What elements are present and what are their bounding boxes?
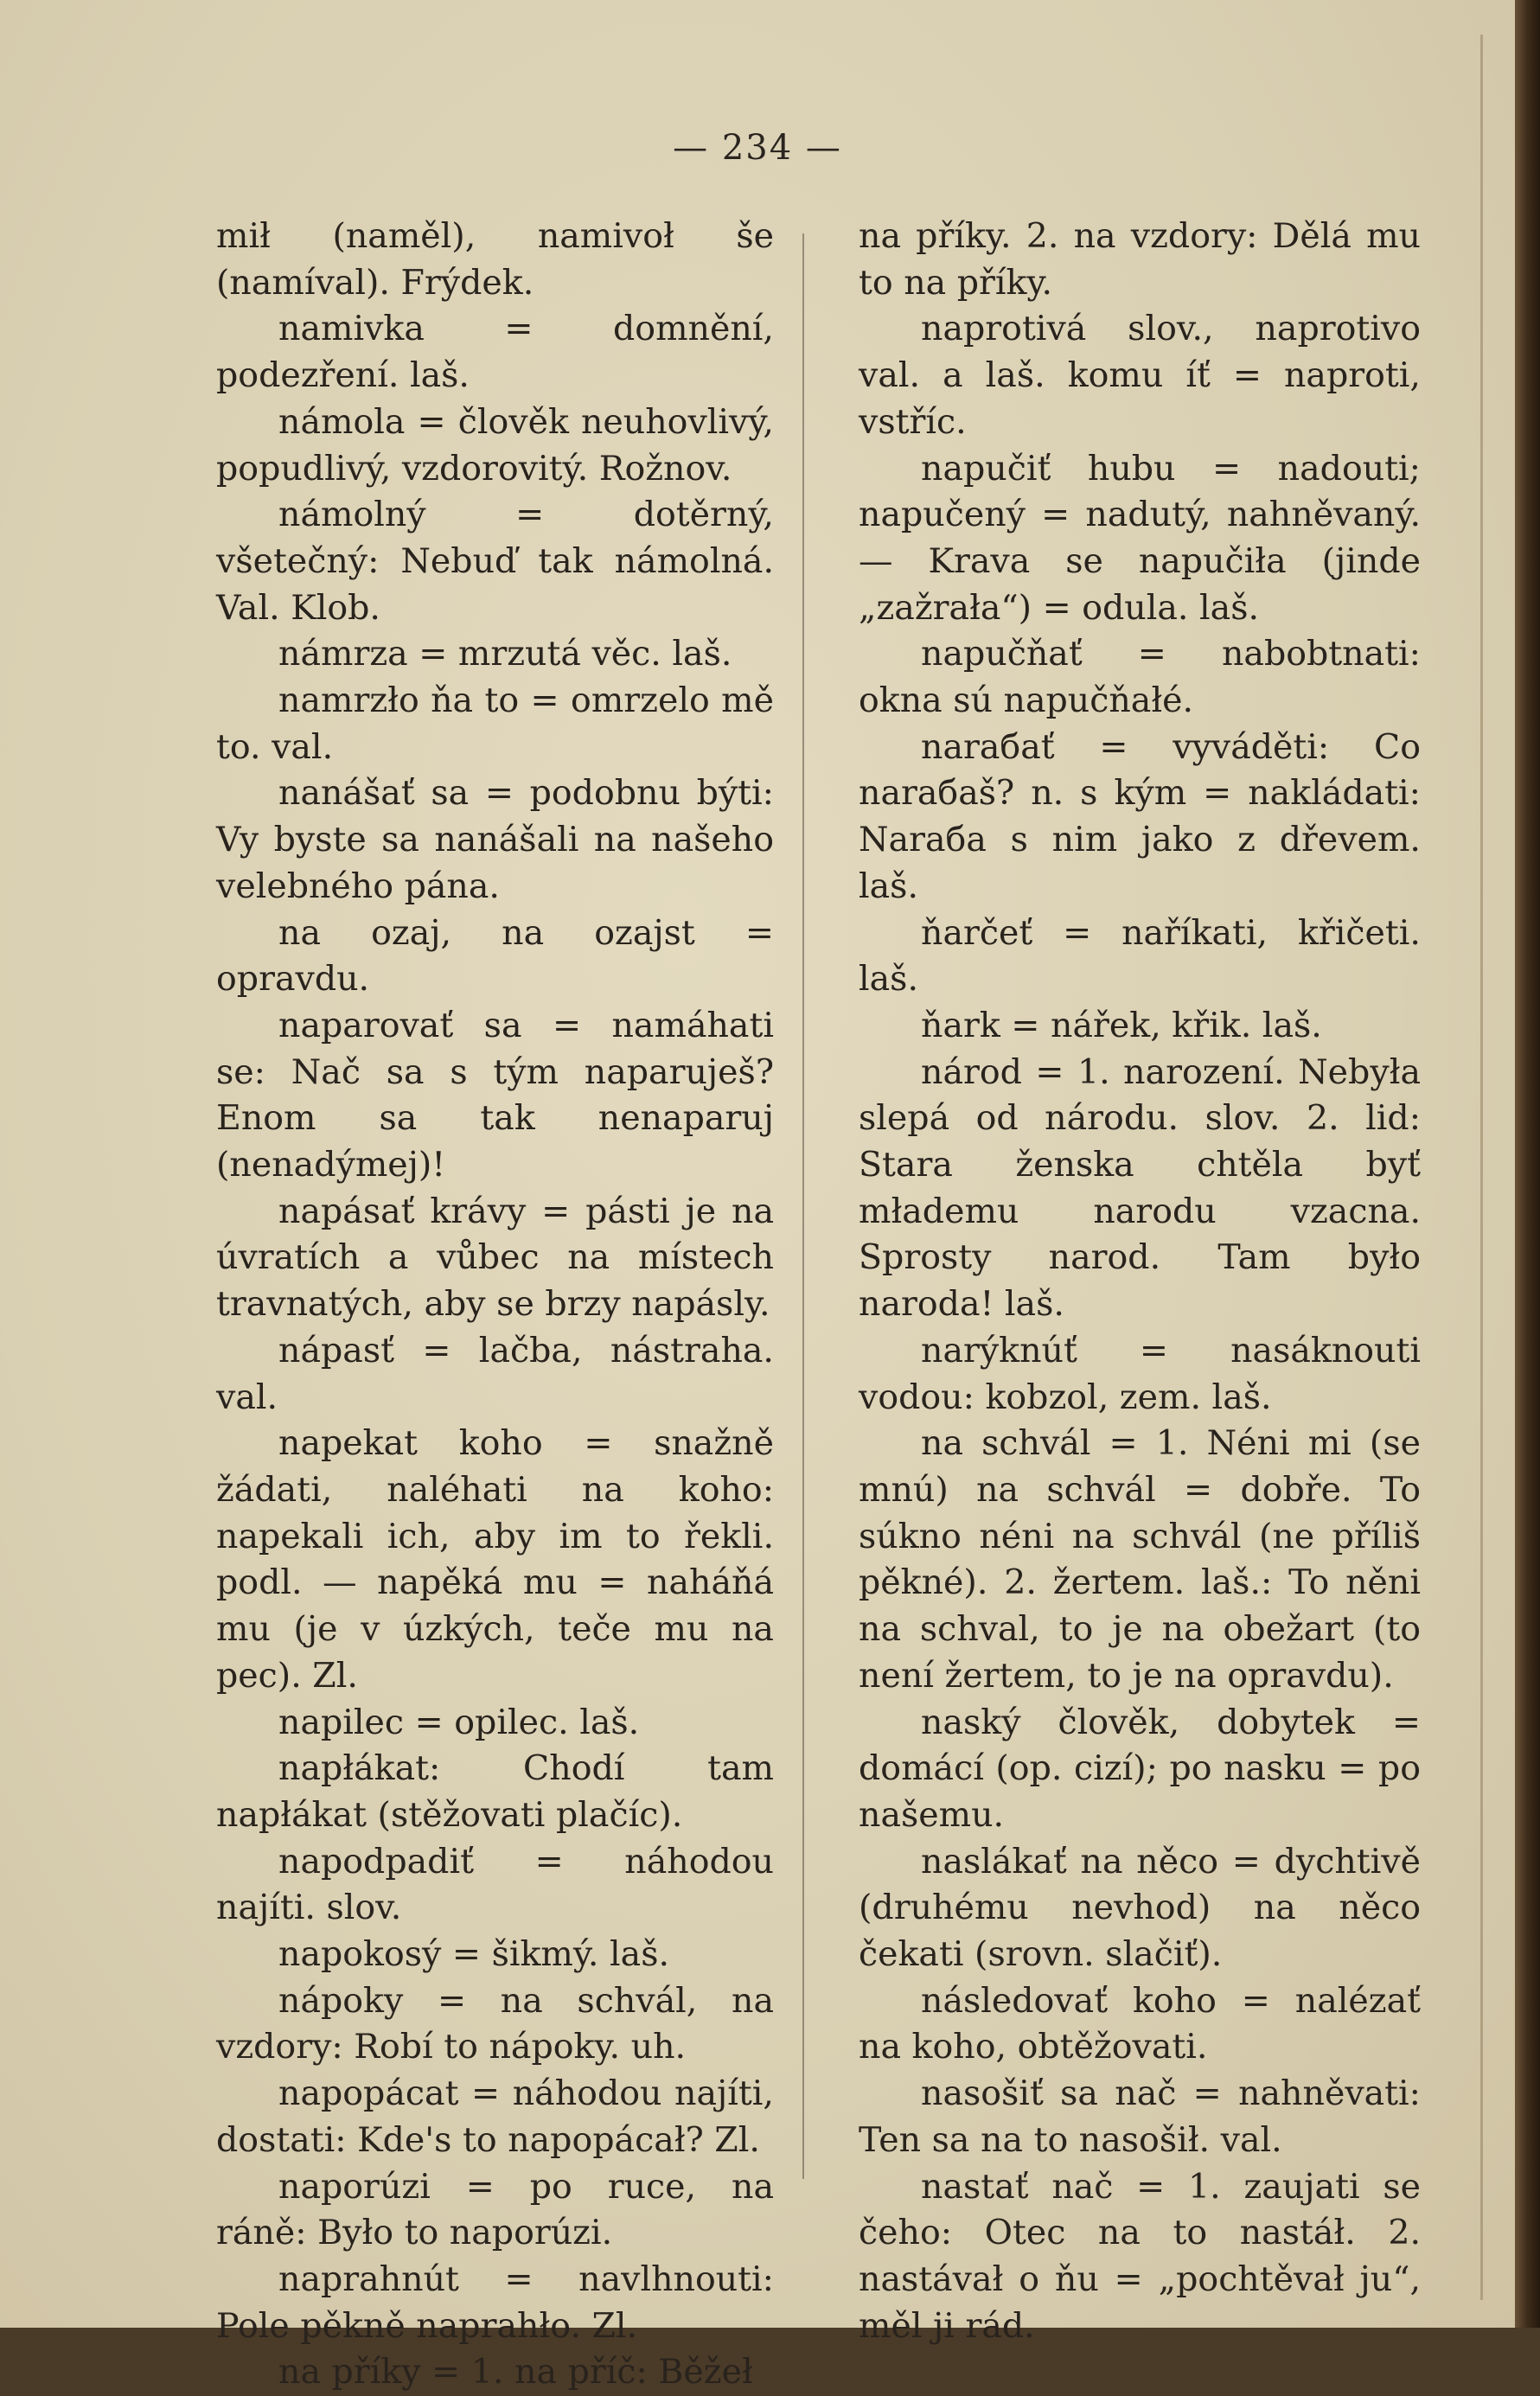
dictionary-entry: naporúzi = po ruce, na ráně: Było to naporúzi. [216, 2166, 774, 2253]
dictionary-entry: napłákat: Chodí tam napłákat (stěžovati plačíc). [216, 1748, 774, 1835]
column-divider [802, 233, 804, 2179]
dictionary-entry: nápoky = na schvál, na vzdory: Robí to nápoky. uh. [216, 1980, 774, 2067]
dictionary-entry: nasošiť sa nač = nahněvati: Ten sa na to nasošił. val. [859, 2073, 1421, 2160]
page-edge-line [1480, 35, 1483, 2300]
dictionary-entry: na ozaj, na ozajst = opravdu. [216, 912, 774, 1000]
dictionary-entry: naraбať = vyváděti: Co naraбaš? n. s kým = nakládati: Naraбa s nim jako z dřevem. laš. [859, 726, 1421, 906]
dictionary-entry: následovať koho = nalézať na koho, obtěžovati. [859, 1980, 1421, 2067]
dictionary-entry: námrza = mrzutá věc. laš. [278, 634, 732, 674]
dictionary-entry: napilec = opilec. laš. [278, 1702, 640, 1742]
dictionary-entry: nanášať sa = podobnu býti: Vy byste sa nanášali na našeho velebného pána. [216, 773, 774, 906]
dictionary-entry: namivka = domnění, podezření. laš. [216, 309, 774, 396]
right-column [859, 214, 1421, 2349]
dictionary-entry: naský člověk, dobytek = domácí (op. cizí); po nasku = po našemu. [859, 1702, 1421, 1835]
dictionary-entry: námolný = dotěrný, všetečný: Nebuď tak námolná. Val. Klob. [216, 495, 774, 628]
dictionary-entry: napučňať = nabobtnati: okna sú napučňałé. [859, 634, 1421, 721]
dictionary-entry: na schvál = 1. Néni mi (se mnú) na schvál = dobře. To súkno néni na schvál (ne příliš pěkné). 2. žertem. laš.: To něni na schval, to je na obežart (to není žertem, to je na opravdu). [859, 1423, 1421, 1696]
page-number: — 234 — [673, 128, 842, 168]
dictionary-entry: naparovať sa = namáhati se: Nač sa s tým naparuješ? Enom sa tak nenaparuj (nenadýmej)! [216, 1005, 774, 1185]
dictionary-entry: napásať krávy = pásti je na úvratích a vůbec na místech travnatých, aby se brzy napásly. [216, 1191, 774, 1325]
dictionary-entry: na příky = 1. na příč: Běžeł [278, 2352, 753, 2393]
dictionary-entry: naprotivá slov., naprotivo val. a laš. komu íť = naproti, vstříc. [859, 309, 1421, 442]
dictionary-entry: narýknúť = nasáknouti vodou: kobzol, zem. laš. [859, 1330, 1421, 1417]
dictionary-entry: naprahnút = navlhnouti: Pole pěkně naprahło. Zl. [216, 2259, 774, 2346]
dictionary-entry: námola = člověk neuhovlivý, popudlivý, vzdorovitý. Rožnov. [216, 401, 774, 489]
dictionary-entry: ňarčeť = naříkati, křičeti. laš. [859, 912, 1421, 1000]
dictionary-entry: ňark = nářek, křik. laš. [921, 1005, 1322, 1045]
dictionary-entry: národ = 1. narození. Nebyła slepá od národu. slov. 2. lid: Stara ženska chtěla byť młademu narodu vzacna. Sprosty narod. Tam było naroda! laš. [859, 1051, 1421, 1325]
dictionary-entry: nastať nač = 1. zaujati se čeho: Otec na to nastáł. 2. nastávał o ňu = „pochtěvał ju“, měl ji rád. [859, 2166, 1421, 2346]
left-column [216, 214, 774, 2396]
dictionary-entry: naslákať na něco = dychtivě (druhému nevhod) na něco čekati (srovn. slačiť). [859, 1841, 1421, 1975]
dictionary-entry: nápasť = lačba, nástraha. val. [216, 1330, 774, 1417]
dictionary-entry: namrzło ňa to = omrzelo mě to. val. [216, 680, 774, 767]
dictionary-entry: napopácat = náhodou najíti, dostati: Kde's to napopácał? Zl. [216, 2073, 774, 2160]
dictionary-entry: na příky. 2. na vzdory: Dělá mu to na příky. [859, 216, 1421, 303]
dictionary-entry: napodpadiť = náhodou najíti. slov. [216, 1841, 774, 1928]
dictionary-entry: mił (naměl), namivoł še (namíval). Frýdek. [216, 216, 774, 303]
dictionary-entry: napekat koho = snažně žádati, naléhati na koho: napekali ich, aby im to řekli. podl. — napěká mu = naháňá mu (je v úzkých, teče mu na pec). Zl. [216, 1423, 774, 1696]
dictionary-entry: napučiť hubu = nadouti; napučený = nadutý, nahněvaný. — Krava se napučiła (jinde „zažrała“) = odula. laš. [859, 448, 1421, 628]
dictionary-entry: napokosý = šikmý. laš. [278, 1934, 670, 1975]
book-spine [1515, 0, 1540, 2328]
